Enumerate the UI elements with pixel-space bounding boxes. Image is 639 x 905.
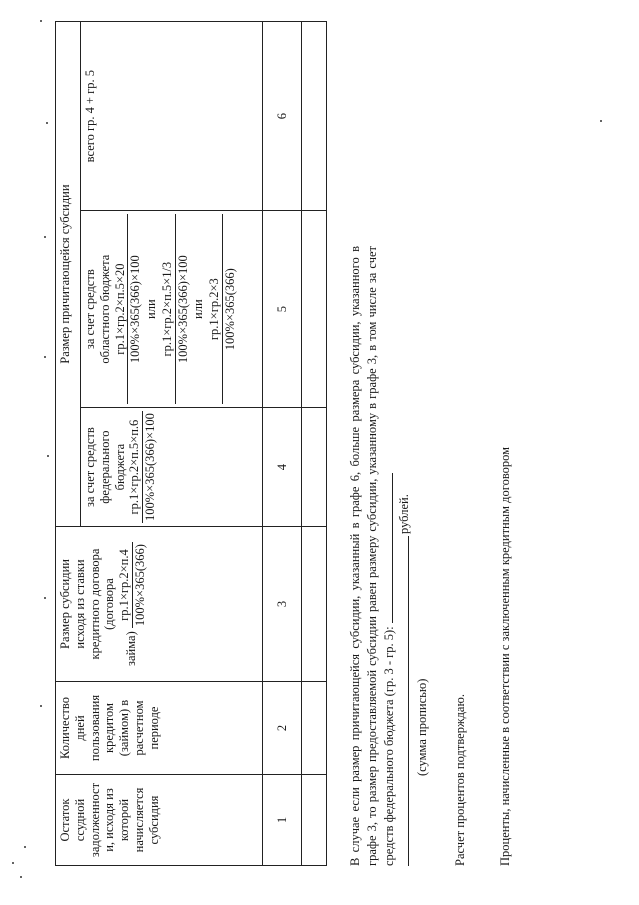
header-text: (договора <box>102 578 117 630</box>
header-text: ссудной <box>72 798 87 842</box>
zaym-label: займа) <box>124 631 139 666</box>
rubles-label: рублей. <box>396 494 411 534</box>
header-text: периоде <box>146 706 161 750</box>
header-text: пользования <box>87 694 102 762</box>
body-text <box>347 246 513 866</box>
confirmation-text: Расчет процентов подтверждаю. <box>452 694 467 866</box>
interest-text: Проценты, начисленные в соответствии с заключенным кредитным договором <box>497 446 512 866</box>
formula-col5-3 <box>207 214 238 404</box>
header-text: бюджета <box>112 443 127 491</box>
formula-denominator: 100%×365(366) <box>132 544 147 627</box>
header-text: расчетном <box>131 700 146 756</box>
scan-speck <box>44 236 46 238</box>
header-text: Количество <box>58 697 72 759</box>
scan-speck <box>44 356 46 358</box>
header-text: задолженност <box>87 782 102 858</box>
formula-numerator: гр.1×гр.2×п.5×п.6 <box>127 411 143 523</box>
sum-caption: (сумма прописью) <box>414 678 429 776</box>
paragraph-text: В случае если размер причитающейся субсидии, указанный в графе 6, больше размера субсидии, указанного в графе 3, то размер предоставляемой субсидии равен размеру субсидии, указанному в графе 3, в том числе за счет средств федерального бюджета (гр. 3 - гр. 5): <box>348 246 396 866</box>
header-text: Остаток <box>58 798 72 842</box>
empty-cell <box>302 775 327 866</box>
group-title: Размер причитающейся субсидии <box>58 184 72 364</box>
header-text: областного бюджета <box>97 254 112 364</box>
header-subsidy-group <box>56 22 81 527</box>
header-text: федерального <box>97 430 112 504</box>
scan-speck <box>44 597 46 599</box>
header-text: кредитного договора <box>87 548 102 660</box>
scan-speck <box>12 862 14 864</box>
header-text: (займом) в <box>117 699 131 757</box>
formula-numerator: гр.1×гр.2×п.5×1/3 <box>160 214 176 404</box>
subsidy-calculation-table <box>55 21 327 866</box>
scan-speck <box>40 705 42 707</box>
formula-denominator: 100%×365(366) <box>222 268 237 351</box>
column-number: 1 <box>263 775 302 866</box>
header-text: кредитом <box>102 703 117 753</box>
header-text: Размер субсидии <box>58 559 72 649</box>
header-regional-budget <box>81 211 263 408</box>
column-number: 6 <box>263 22 302 211</box>
empty-cell <box>302 682 327 775</box>
header-days-count <box>56 682 263 775</box>
empty-cell <box>302 22 327 211</box>
column-numbers-row <box>263 22 302 866</box>
formula-row <box>117 530 148 678</box>
sum-line-row <box>396 246 429 866</box>
header-text: за счет средств <box>83 427 97 507</box>
header-loan-balance <box>56 775 263 866</box>
column-number: 5 <box>263 211 302 408</box>
header-text: начисляется <box>131 787 146 853</box>
formula-denominator: 100%×365(366)×100 <box>128 255 143 364</box>
formula-denominator: 100%×365(366)×100 <box>175 255 190 364</box>
formula-numerator: гр.1×гр.2×3 <box>207 214 223 404</box>
header-total <box>81 22 263 211</box>
empty-cell <box>302 408 327 527</box>
scan-speck <box>40 20 42 22</box>
scan-speck <box>600 120 602 122</box>
formula-numerator: гр.1×гр.2×п.4 <box>117 542 133 628</box>
formula-numerator: гр.1×гр.2×п.5×20 <box>113 214 129 404</box>
sum-line <box>408 536 409 866</box>
fill-in-line <box>382 473 393 623</box>
header-text: за счет средств <box>83 269 97 350</box>
table-row <box>302 22 327 866</box>
scan-speck <box>24 846 26 848</box>
header-text: исходя из ставки <box>72 559 87 649</box>
column-number: 2 <box>263 682 302 775</box>
subsidy-condition-paragraph <box>347 246 398 866</box>
scan-speck <box>46 122 48 124</box>
scan-speck <box>20 876 22 878</box>
formula-col5-1 <box>113 214 144 404</box>
header-text: субсидия <box>146 795 161 845</box>
header-federal-budget <box>81 408 263 527</box>
or-word: или <box>144 299 158 319</box>
header-subsidy-by-rate <box>56 527 263 682</box>
empty-cell <box>302 211 327 408</box>
header-text: всего гр. 4 + гр. 5 <box>83 70 97 163</box>
formula-col5-2 <box>160 214 191 404</box>
scan-speck <box>47 455 49 457</box>
or-word: или <box>191 299 206 319</box>
column-number: 4 <box>263 408 302 527</box>
header-text: и, исходя из <box>102 788 117 852</box>
empty-cell <box>302 527 327 682</box>
formula-col3 <box>117 542 148 628</box>
header-text: дней <box>72 715 87 741</box>
column-number: 3 <box>263 527 302 682</box>
header-text: которой <box>117 798 131 842</box>
formula-col4 <box>127 411 158 523</box>
formula-denominator: 100%×365(366)×100 <box>143 413 157 521</box>
